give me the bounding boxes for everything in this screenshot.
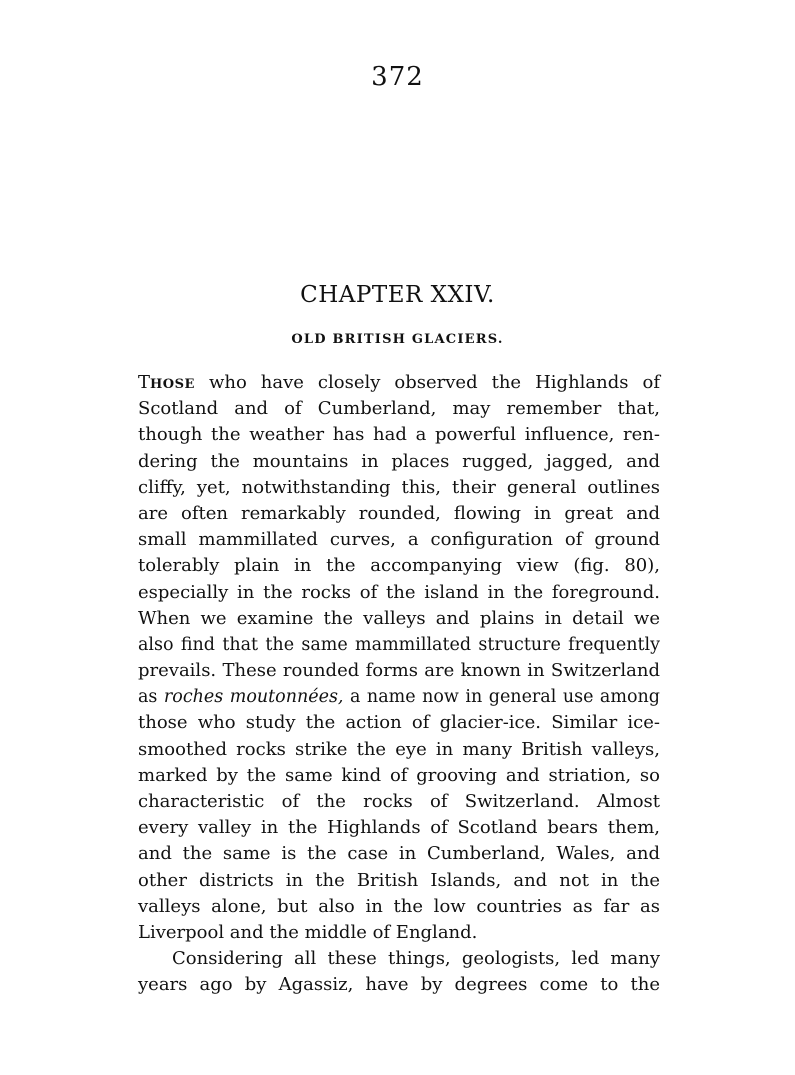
text-line: Liverpool and the middle of England. bbox=[138, 921, 478, 943]
chapter-subtitle: OLD BRITISH GLACIERS. bbox=[291, 332, 504, 347]
text-line: cliffy, yet, notwithstanding this, their general outlines bbox=[138, 476, 660, 498]
text-line: other districts in the British Islands, and not in the bbox=[138, 869, 660, 891]
line-text: who have closely observed the Highlands of bbox=[208, 372, 660, 393]
text-line bbox=[138, 370, 660, 396]
paragraph bbox=[138, 370, 660, 946]
text-line: When we examine the valleys and plains in detail we bbox=[138, 607, 660, 629]
first-word-rest: HOSE bbox=[150, 377, 195, 392]
text-line: years ago by Agassiz, have by degrees come to the bbox=[138, 974, 660, 996]
text-line: also find that the same mammillated structure frequently bbox=[138, 634, 660, 655]
page-number: 372 bbox=[371, 62, 424, 92]
paragraph bbox=[138, 946, 660, 998]
chapter-title: CHAPTER XXIV. bbox=[300, 282, 495, 308]
line-text: a name now in general use among bbox=[350, 687, 660, 708]
drop-word bbox=[138, 372, 195, 393]
text-line: small mammillated curves, a configuration of ground bbox=[138, 529, 660, 551]
text-line: are often remarkably rounded, flowing in great and bbox=[138, 502, 660, 524]
first-letter: T bbox=[138, 372, 151, 393]
text-line bbox=[138, 684, 660, 710]
text-line: especially in the rocks of the island in the foreground. bbox=[138, 581, 660, 603]
text-line: those who study the action of glacier-ice. Similar ice- bbox=[138, 712, 660, 734]
text-line: Considering all these things, geologists, led many bbox=[172, 948, 660, 970]
text-line: valleys alone, but also in the low countries as far as bbox=[138, 895, 660, 917]
text-line: smoothed rocks strike the eye in many British valleys, bbox=[138, 738, 660, 760]
line-text: as bbox=[138, 687, 158, 708]
text-line: prevails. These rounded forms are known in Switzerland bbox=[138, 660, 660, 682]
text-line: every valley in the Highlands of Scotland bears them, bbox=[138, 817, 660, 839]
text-line: marked by the same kind of grooving and striation, so bbox=[138, 764, 660, 786]
body-text bbox=[138, 370, 660, 999]
text-line: though the weather has had a powerful influence, ren- bbox=[138, 424, 660, 446]
italic-term: roches moutonnées, bbox=[163, 687, 344, 708]
text-line: tolerably plain in the accompanying view (fig. 80), bbox=[138, 555, 660, 577]
text-line: Scotland and of Cumberland, may remember that, bbox=[138, 398, 660, 420]
text-line: and the same is the case in Cumberland, Wales, and bbox=[138, 843, 660, 865]
text-line: dering the mountains in places rugged, jagged, and bbox=[138, 450, 660, 472]
text-line: characteristic of the rocks of Switzerland. Almost bbox=[138, 791, 660, 812]
